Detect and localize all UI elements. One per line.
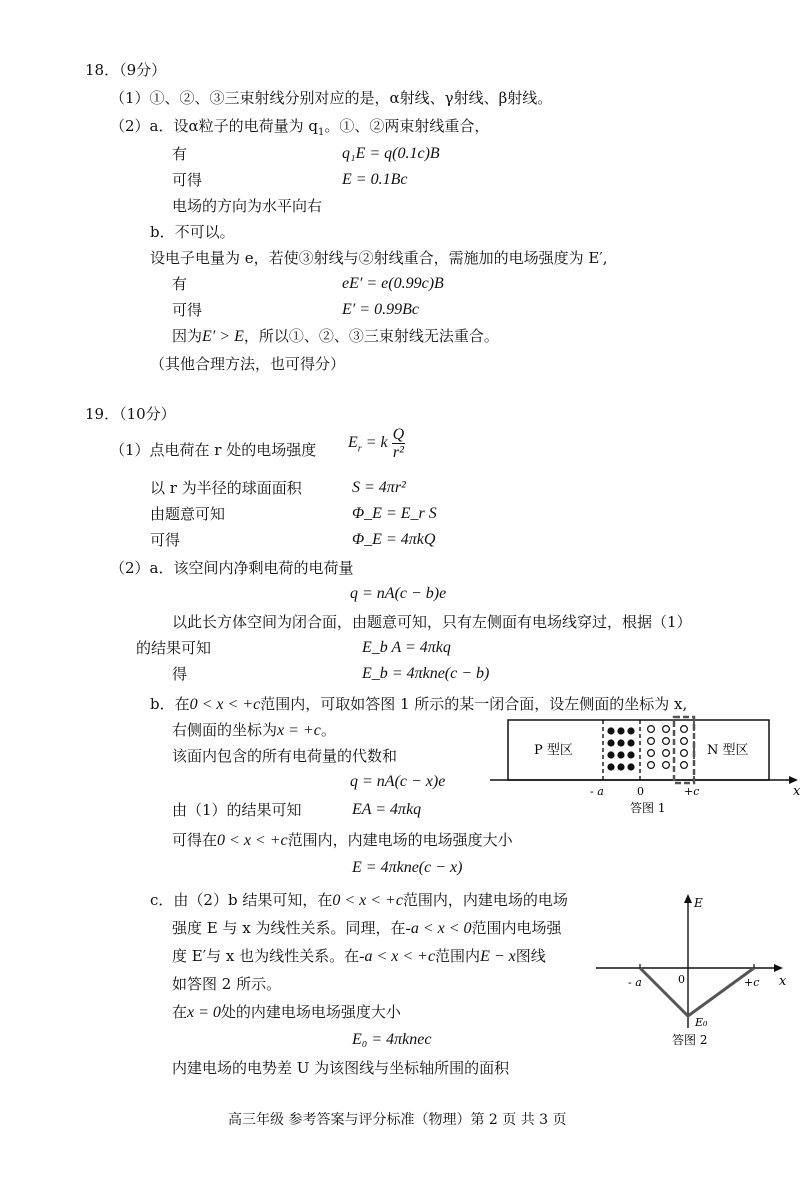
fig2-e-x-line: [640, 968, 754, 1016]
q19-part2a-text: （2）a．该空间内净剩电荷的电荷量: [110, 559, 354, 577]
q19-part-c-line1: c．由（2）b 结果可知，在0 < x < +c范围内，内建电场的电场: [150, 891, 568, 909]
fig2-e-axis-arrow: [684, 894, 692, 903]
q19-part-b-get: 可得在0 < x < +c范围内，内建电场的电场强度大小: [172, 831, 513, 849]
q18-direction: 电场的方向为水平向右: [172, 197, 323, 215]
q19-part-b-equation-1: q = nA(c − x)e: [350, 773, 446, 790]
q19-heading: 19．（10分）: [85, 405, 176, 423]
q19-flux-result: Φ_E = 4πkQ: [352, 531, 436, 548]
fig1-caption: 答图 1: [630, 801, 666, 815]
q19-flux-equation: Φ_E = E_r S: [352, 505, 437, 522]
q19-obtain-text: 可得: [150, 531, 181, 549]
q18-have-1: 有: [172, 145, 188, 163]
q19-part2a-get: 得: [172, 665, 188, 683]
q18-equation-3: eE′ = e(0.99c)B: [342, 275, 444, 292]
fig1-tick-zero: 0: [637, 785, 644, 798]
fig1-x-label: x: [793, 784, 800, 799]
q18-part2a: （2）a．设α粒子的电荷量为 $q_1$。①、②两束射线重合，: [110, 117, 490, 138]
fig1-negative-charges: [607, 727, 634, 770]
q19-part-b-line1: b．在0 < x < +c范围内，可取如答图 1 所示的某一闭合面，设左侧面的坐标为 x,: [150, 695, 688, 713]
fig1-tick-neg-a: - a: [590, 785, 604, 798]
figure-2-e-x-graph: [592, 892, 792, 1052]
fig2-x-label: x: [779, 974, 787, 989]
q19-part1-text: （1）点电荷在 r 处的电场强度: [110, 441, 317, 459]
coulomb-fraction: $\frac{Q}{\text{r²}}$: [392, 426, 405, 461]
q19-part-b-line3: 该面内包含的所有电荷量的代数和: [172, 747, 398, 765]
fig2-e-label: E: [694, 896, 703, 910]
q19-part2a-paragraph: 以此长方体空间为闭合面，由题意可知，只有左侧面有电场线穿过，根据（1）: [172, 613, 692, 631]
fig1-p-region-label: P 型区: [534, 743, 573, 758]
fig2-tick-pos-c: +c: [744, 976, 760, 989]
fig1-n-region-label: N 型区: [707, 743, 749, 758]
figure-1-pn-junction: [485, 712, 800, 822]
q18-note: （其他合理方法，也可得分）: [150, 355, 346, 373]
q18-heading: 18．（9分）: [85, 61, 167, 79]
q19-part-c-last: 内建电场的电势差 U 为该图线与坐标轴所围的面积: [172, 1059, 510, 1077]
q19-part-b-line2: 右侧面的坐标为x = +c。: [172, 721, 336, 739]
q18-obtain-1: 可得: [172, 171, 203, 189]
q19-part-c-line4: 如答图 2 所示。: [172, 975, 282, 993]
q19-part-b-from: 由（1）的结果可知: [172, 801, 302, 819]
q18-equation-4: E′ = 0.99Bc: [342, 301, 419, 318]
fig2-tick-zero: 0: [678, 973, 685, 986]
fig2-e0-label: E₀: [695, 1016, 708, 1029]
fig1-positive-charges: [648, 726, 688, 769]
q18-equation-2: E = 0.1Bc: [342, 171, 408, 188]
q19-part-b-equation-3: E = 4πkne(c − x): [352, 859, 463, 876]
q19-known-text: 由题意可知: [150, 505, 226, 523]
q18-have-2: 有: [172, 275, 188, 293]
q18-obtain-2: 可得: [172, 301, 203, 319]
q19-part-b-equation-2: EA = 4πkq: [352, 801, 422, 818]
page-footer: 高三年级 参考答案与评分标准（物理）第 2 页 共 3 页: [228, 1112, 567, 1128]
q19-field-equation: E_b = 4πkne(c − b): [362, 665, 490, 682]
q19-part-c-line3: 度 E′与 x 也为线性关系。在-a < x < +c范围内E − x图线: [172, 947, 546, 965]
q19-part-c-line5: 在x = 0处的内建电场电场强度大小: [172, 1003, 401, 1021]
q18-part-b-text: 设电子电量为 e，若使③射线与②射线重合，需施加的电场强度为 E′,: [150, 249, 608, 267]
q18-part1: （1）①、②、③三束射线分别对应的是，α射线、γ射线、β射线。: [110, 89, 553, 107]
q19-part-c-line2: 强度 E 与 x 为线性关系。同理，在-a < x < 0范围内电场强: [172, 919, 562, 937]
q19-sphere-equation: S = 4πr²: [352, 479, 406, 496]
fig1-x-axis-arrow: [789, 776, 798, 784]
q19-coulomb-equation: $E_r = k$ $\frac{Q}{\text{r²}}$: [348, 426, 405, 461]
q18-equation-1: q₁E = q(0.1c)B: [342, 145, 440, 162]
fig1-tick-pos-c: +c: [684, 785, 700, 798]
q19-gauss-equation: E_b A = 4πkq: [362, 639, 451, 656]
q19-part2a-paragraph-2: 的结果可知: [136, 639, 212, 657]
q19-sphere-text: 以 r 为半径的球面面积: [150, 479, 302, 497]
q18-conclusion: 因为E′ > E，所以①、②、③三束射线无法重合。: [172, 327, 499, 345]
fig2-caption: 答图 2: [672, 1033, 708, 1047]
q19-net-charge-equation: q = nA(c − b)e: [350, 585, 447, 602]
q19-part-c-equation: E₀ = 4πknec: [352, 1031, 432, 1048]
fig2-tick-neg-a: - a: [628, 976, 642, 989]
fig2-x-axis-arrow: [774, 964, 783, 972]
q18-part-b: b．不可以。: [150, 223, 235, 241]
